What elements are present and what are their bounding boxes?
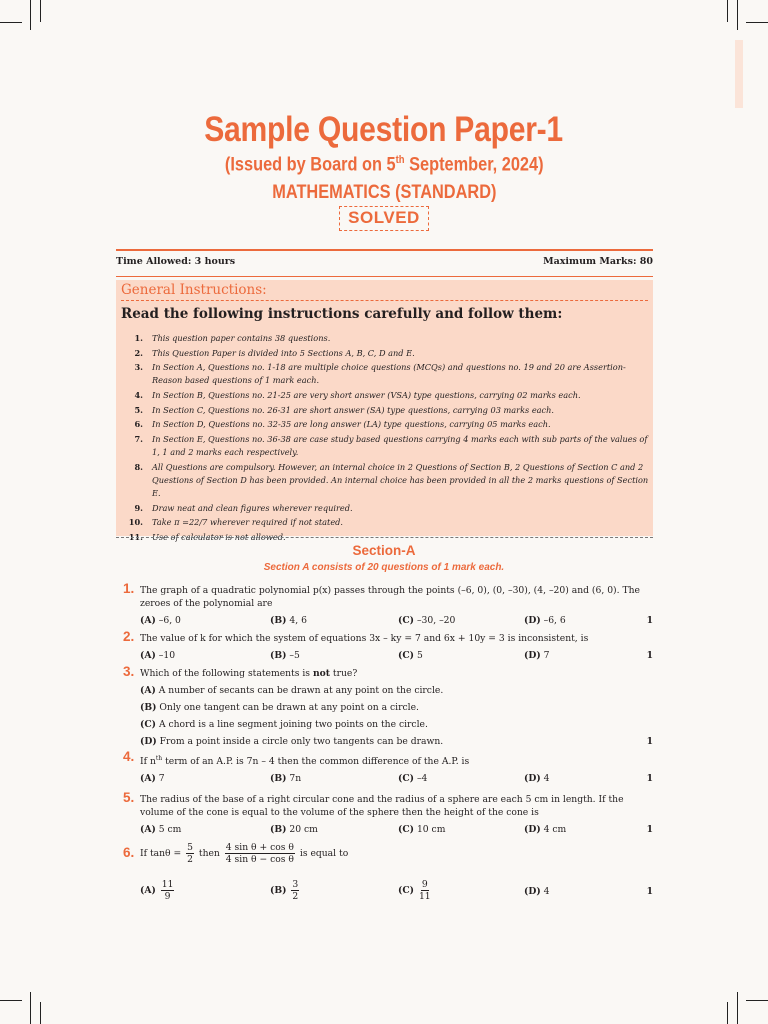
item-text: Draw neat and clean figures wherever required. (152, 502, 353, 513)
option-d: (D) 4 (524, 773, 550, 785)
list-item (121, 516, 651, 529)
item-number: 9. (134, 502, 143, 513)
question-number: 1. (123, 581, 135, 596)
item-text: In Section B, Questions no. 21-25 are very short answer (VSA) type questions, carrying 02 marks each. (152, 389, 581, 400)
section-divider (116, 537, 653, 538)
crop-mark (746, 22, 768, 23)
issued-post: September, 2024) (404, 154, 544, 176)
question-number: 3. (123, 664, 135, 679)
crop-mark (0, 22, 22, 23)
question-text: Which of the following statements is not true? (140, 668, 358, 679)
item-number: 4. (134, 389, 143, 400)
question-2 (116, 629, 653, 663)
list-item (121, 347, 651, 360)
option-c: (C) –4 (398, 773, 428, 785)
crop-mark (30, 0, 31, 30)
option-a: (A) $\frac{11}{9}$ (140, 879, 174, 902)
item-number: 11. (128, 531, 143, 542)
question-number: 5. (123, 790, 135, 805)
item-text: In Section C, Questions no. 26-31 are short answer (SA) type questions, carrying 03 marks each. (152, 404, 555, 415)
header-rule (116, 249, 653, 251)
item-text: This question paper contains 38 questions. (152, 333, 331, 343)
title-block (0, 110, 768, 231)
list-item (121, 433, 651, 459)
item-text: In Section D, Questions no. 32-35 are long answer (LA) type questions, carrying 05 marks each. (152, 419, 551, 430)
list-item (121, 332, 651, 345)
subject-title: MATHEMATICS (STANDARD) (271, 182, 497, 204)
marks: 1 (646, 886, 653, 897)
question-4 (116, 749, 653, 786)
fraction: $\frac{5}{2}$ (187, 842, 193, 865)
options-row (140, 772, 653, 786)
general-instructions-box (116, 280, 653, 542)
instructions-rule (116, 276, 653, 277)
question-number: 6. (123, 845, 135, 860)
question-3 (116, 664, 653, 748)
option-b: (B) Only one tangent can be drawn at any point on a circle. (140, 702, 419, 713)
marks: 1 (646, 773, 653, 785)
option-a: (A) 7 (140, 773, 165, 785)
option-c: (C) 5 (398, 650, 423, 661)
question-text: The graph of a quadratic polynomial p(x) passes through the points (–6, 0), (0, –30), (4, –20) and (6, 0). The zeroes of the polynomial are (140, 585, 640, 609)
option-c: (C) 10 cm (398, 824, 446, 835)
option-d: (D) 4 cm (524, 824, 567, 835)
marks: 1 (646, 736, 653, 747)
question-6 (116, 842, 653, 903)
meta-row (116, 256, 653, 267)
item-number: 2. (134, 347, 143, 358)
crop-mark (737, 992, 738, 1024)
option-a: (A) 5 cm (140, 824, 182, 835)
question-1 (116, 581, 653, 628)
option-b: (B) $\frac{3}{2}$ (270, 879, 299, 902)
fraction: $\frac{\text{4 sin θ + cos θ}}{\text{4 sin θ − cos θ}}$ (225, 842, 294, 865)
option-d: (D) From a point inside a circle only two tangents can be drawn. (140, 736, 444, 747)
option-b: (B) –5 (270, 650, 300, 661)
option-b: (B) 7n (270, 773, 302, 785)
crop-mark (0, 1000, 22, 1001)
option-c: (C) $\frac{9}{11}$ (398, 879, 431, 902)
option-c: (C) A chord is a line segment joining two points on the circle. (140, 719, 428, 730)
item-text: All Questions are compulsory. However, an internal choice in 2 Questions of Section B, 2 Questions of Section C and 2 Questions of Section D has been provided. An internal choice has been provided in all the 2 marks questions of Section E. (152, 461, 649, 498)
item-text: In Section A, Questions no. 1-18 are multiple choice questions (MCQs) and questions no. 19 and 20 are Assertion- Reason based questions of 1 mark each. (152, 362, 626, 386)
option-a: (A) –6, 0 (140, 615, 181, 626)
item-number: 7. (134, 433, 143, 444)
options-row (140, 823, 653, 837)
marks: 1 (646, 615, 653, 626)
section-title: Section-A (352, 543, 416, 558)
item-text: Use of calculator is not allowed. (152, 531, 286, 542)
question-text: If tanθ = $\frac{5}{2}$ then $\frac{\text{4 sin θ + cos θ}}{\text{4 sin θ − cos θ}}$ is equal to (140, 842, 349, 865)
maximum-marks: Maximum Marks: 80 (543, 256, 653, 267)
item-text: In Section E, Questions no. 36-38 are case study based questions carrying 4 marks each with sub parts of the values of 1, 1 and 2 marks each respectively. (152, 433, 648, 457)
crop-mark (727, 0, 728, 22)
item-number: 10. (128, 517, 143, 528)
crop-mark (737, 0, 738, 30)
item-text: Take π =22/7 wherever required if not stated. (152, 517, 344, 528)
question-text: The radius of the base of a right circular cone and the radius of a sphere are each 5 cm in length. If the volume of the cone is equal to the volume of the sphere then the height of the cone is (140, 794, 624, 818)
marks: 1 (646, 650, 653, 661)
solved-badge: SOLVED (339, 206, 429, 231)
crop-mark (727, 1002, 728, 1024)
item-number: 6. (134, 419, 143, 430)
list-item (121, 461, 651, 501)
instructions-heading: General Instructions: (121, 282, 267, 298)
marks: 1 (646, 824, 653, 835)
crop-mark (746, 1000, 768, 1001)
option-b: (B) 4, 6 (270, 615, 307, 626)
item-text: This Question Paper is divided into 5 Sections A, B, C, D and E. (152, 347, 415, 358)
option-b: (B) 20 cm (270, 824, 318, 835)
options-row (140, 649, 653, 663)
issued-sup: th (395, 154, 405, 166)
question-text: The value of k for which the system of equations 3x – ky = 7 and 6x + 10y = 3 is inconsistent, is (140, 633, 589, 644)
crop-mark (40, 1002, 41, 1024)
list-item (121, 361, 651, 387)
crop-mark (30, 992, 31, 1024)
question-number: 4. (123, 749, 135, 764)
options-stack (140, 684, 653, 748)
side-tab (735, 40, 743, 108)
item-number: 5. (134, 404, 143, 415)
crop-mark (40, 0, 41, 22)
time-allowed: Time Allowed: 3 hours (116, 256, 236, 267)
paper-title: Sample Question Paper-1 (204, 110, 564, 149)
question-5 (116, 790, 653, 837)
instructions-read-line: Read the following instructions carefully and follow them: (121, 306, 563, 322)
divider (121, 300, 648, 301)
list-item (121, 389, 651, 402)
option-c: (C) –30, –20 (398, 615, 456, 626)
issued-pre: (Issued by Board on 5 (224, 154, 396, 176)
list-item (121, 418, 651, 431)
item-number: 8. (134, 461, 143, 472)
option-a: (A) A number of secants can be drawn at any point on the circle. (140, 685, 444, 696)
question-text: If $n^{th}$ term of an A.P. is 7n – 4 then the common difference of the A.P. is (140, 755, 470, 768)
list-item (121, 502, 651, 515)
options-row (140, 614, 653, 628)
question-number: 2. (123, 629, 135, 644)
option-a: (A) –10 (140, 650, 176, 661)
issued-line (225, 154, 544, 176)
option-d: (D) –6, 6 (524, 615, 566, 626)
option-d: (D) 4 (524, 886, 550, 897)
option-d: (D) 7 (524, 650, 550, 661)
item-number: 1. (134, 333, 143, 343)
list-item (121, 404, 651, 417)
section-subtitle: Section A consists of 20 questions of 1 mark each. (263, 562, 505, 573)
options-row (140, 879, 653, 903)
instructions-list (121, 332, 651, 545)
item-number: 3. (134, 362, 143, 373)
